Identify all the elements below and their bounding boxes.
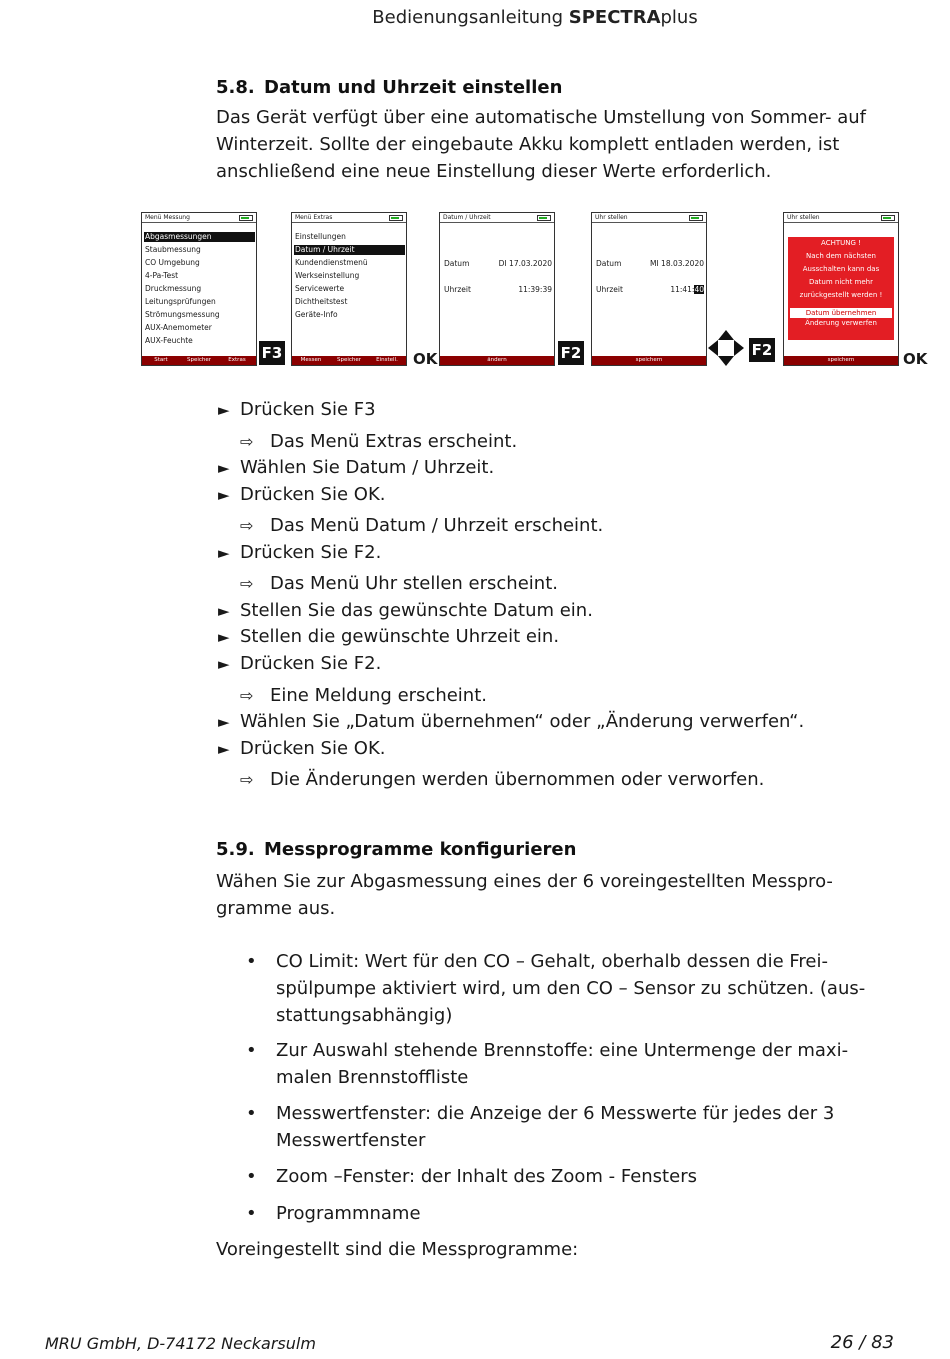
- time-cursor: 40: [694, 285, 704, 294]
- softkey-bar: Messen Speicher Einstell.: [292, 356, 406, 365]
- section-heading-5-8: 5.8. Datum und Uhrzeit einstellen: [216, 77, 563, 98]
- step-action: ► Stellen Sie das gewünschte Datum ein.: [218, 600, 593, 621]
- bullet-item: • Zoom –Fenster: der Inhalt des Zoom - Fensters: [246, 1166, 697, 1187]
- step-action: ► Drücken Sie F2.: [218, 653, 382, 674]
- step-result: ⇨ Eine Meldung erscheint.: [240, 685, 487, 706]
- screen-datum-uhrzeit: Datum / Uhrzeit Datum DI 17.03.2020 Uhrzeit 11:39:39 ändern: [439, 212, 555, 366]
- warning-box: ACHTUNG ! Nach dem nächsten Ausschalten kann das Datum nicht mehr zurückgestellt werden ! Datum übernehmen Änderung verwerfen: [788, 237, 894, 340]
- softkey-bar: ändern: [440, 356, 554, 365]
- battery-icon: [881, 215, 895, 221]
- page-number: 26 / 83: [830, 1332, 894, 1353]
- section-5-8-intro: Das Gerät verfügt über eine automatische Umstellung von Sommer- auf Winterzeit. Sollte der eingebaute Akku komplett entladen werden, ist anschließend eine neue Einstellung dieser Werte erforderlich.: [216, 107, 867, 182]
- ok-key-label: OK: [413, 350, 438, 368]
- step-action: ► Drücken Sie F2.: [218, 542, 382, 563]
- bullet-item: • Messwertfenster: die Anzeige der 6 Messwerte für jedes der 3 Messwertfenster: [246, 1103, 835, 1151]
- softkey-bar: speichern: [592, 356, 706, 365]
- step-result: ⇨ Das Menü Uhr stellen erscheint.: [240, 573, 558, 594]
- battery-icon: [689, 215, 703, 221]
- step-result: ⇨ Das Menü Datum / Uhrzeit erscheint.: [240, 515, 604, 536]
- bullet-item: • Programmname: [246, 1203, 421, 1224]
- navigation-arrows-icon: [708, 330, 744, 366]
- option-datum-uebernehmen: Datum übernehmen: [790, 308, 892, 318]
- battery-icon: [389, 215, 403, 221]
- step-action: ► Wählen Sie Datum / Uhrzeit.: [218, 457, 495, 478]
- step-action: ► Wählen Sie „Datum übernehmen“ oder „Änderung verwerfen“.: [218, 711, 805, 732]
- step-action: ► Drücken Sie OK.: [218, 484, 386, 505]
- softkey-bar: Start Speicher Extras: [142, 356, 256, 365]
- step-action: ► Drücken Sie OK.: [218, 738, 386, 759]
- battery-icon: [239, 215, 253, 221]
- f2-key-icon: F2: [558, 341, 584, 365]
- page-header: Bedienungsanleitung SPECTRAplus: [372, 7, 698, 28]
- option-aenderung-verwerfen: Änderung verwerfen: [805, 319, 877, 327]
- screen-warning: Uhr stellen ACHTUNG ! Nach dem nächsten Ausschalten kann das Datum nicht mehr zurückgestellt werden ! Datum übernehmen Änderung verwerfen speichern: [783, 212, 899, 366]
- footer-company: MRU GmbH, D-74172 Neckarsulm: [45, 1334, 316, 1353]
- section-5-9-closing: Voreingestellt sind die Messprogramme:: [216, 1239, 579, 1260]
- screen-uhr-stellen: Uhr stellen Datum MI 18.03.2020 Uhrzeit 11:41:40 speichern: [591, 212, 707, 366]
- step-result: ⇨ Das Menü Extras erscheint.: [240, 431, 518, 452]
- screen-menu-messung: Menü Messung Abgasmessungen Staubmessung CO Umgebung 4-Pa-Test Druckmessung Leitungsprüfungen Strömungsmessung AUX-Anemometer AUX-Feuchte Start Speicher Extras: [141, 212, 257, 366]
- bullet-item: • CO Limit: Wert für den CO – Gehalt, oberhalb dessen die Frei- spülpumpe aktiviert wird, um den CO – Sensor zu schützen. (aus- stattungsabhängig): [246, 951, 866, 1026]
- battery-icon: [537, 215, 551, 221]
- screen-menu-extras: Menü Extras Einstellungen Datum / Uhrzeit Kundendienstmenü Werkseinstellung Servicewerte Dichtheitstest Geräte-Info Messen Speicher Einstell.: [291, 212, 407, 366]
- step-action: ► Stellen die gewünschte Uhrzeit ein.: [218, 626, 560, 647]
- f2-key-icon: F2: [749, 338, 775, 362]
- ok-key-label: OK: [903, 350, 928, 368]
- section-5-9-intro: Wähen Sie zur Abgasmessung eines der 6 voreingestellten Messpro- gramme aus.: [216, 871, 833, 919]
- step-result: ⇨ Die Änderungen werden übernommen oder verworfen.: [240, 769, 765, 790]
- step-action: ► Drücken Sie F3: [218, 399, 376, 420]
- brand-name: SPECTRA: [568, 7, 661, 28]
- softkey-bar: speichern: [784, 356, 898, 365]
- f3-key-icon: F3: [259, 341, 285, 365]
- section-heading-5-9: 5.9. Messprogramme konfigurieren: [216, 839, 577, 860]
- bullet-item: • Zur Auswahl stehende Brennstoffe: eine Untermenge der maxi- malen Brennstoffliste: [246, 1040, 849, 1088]
